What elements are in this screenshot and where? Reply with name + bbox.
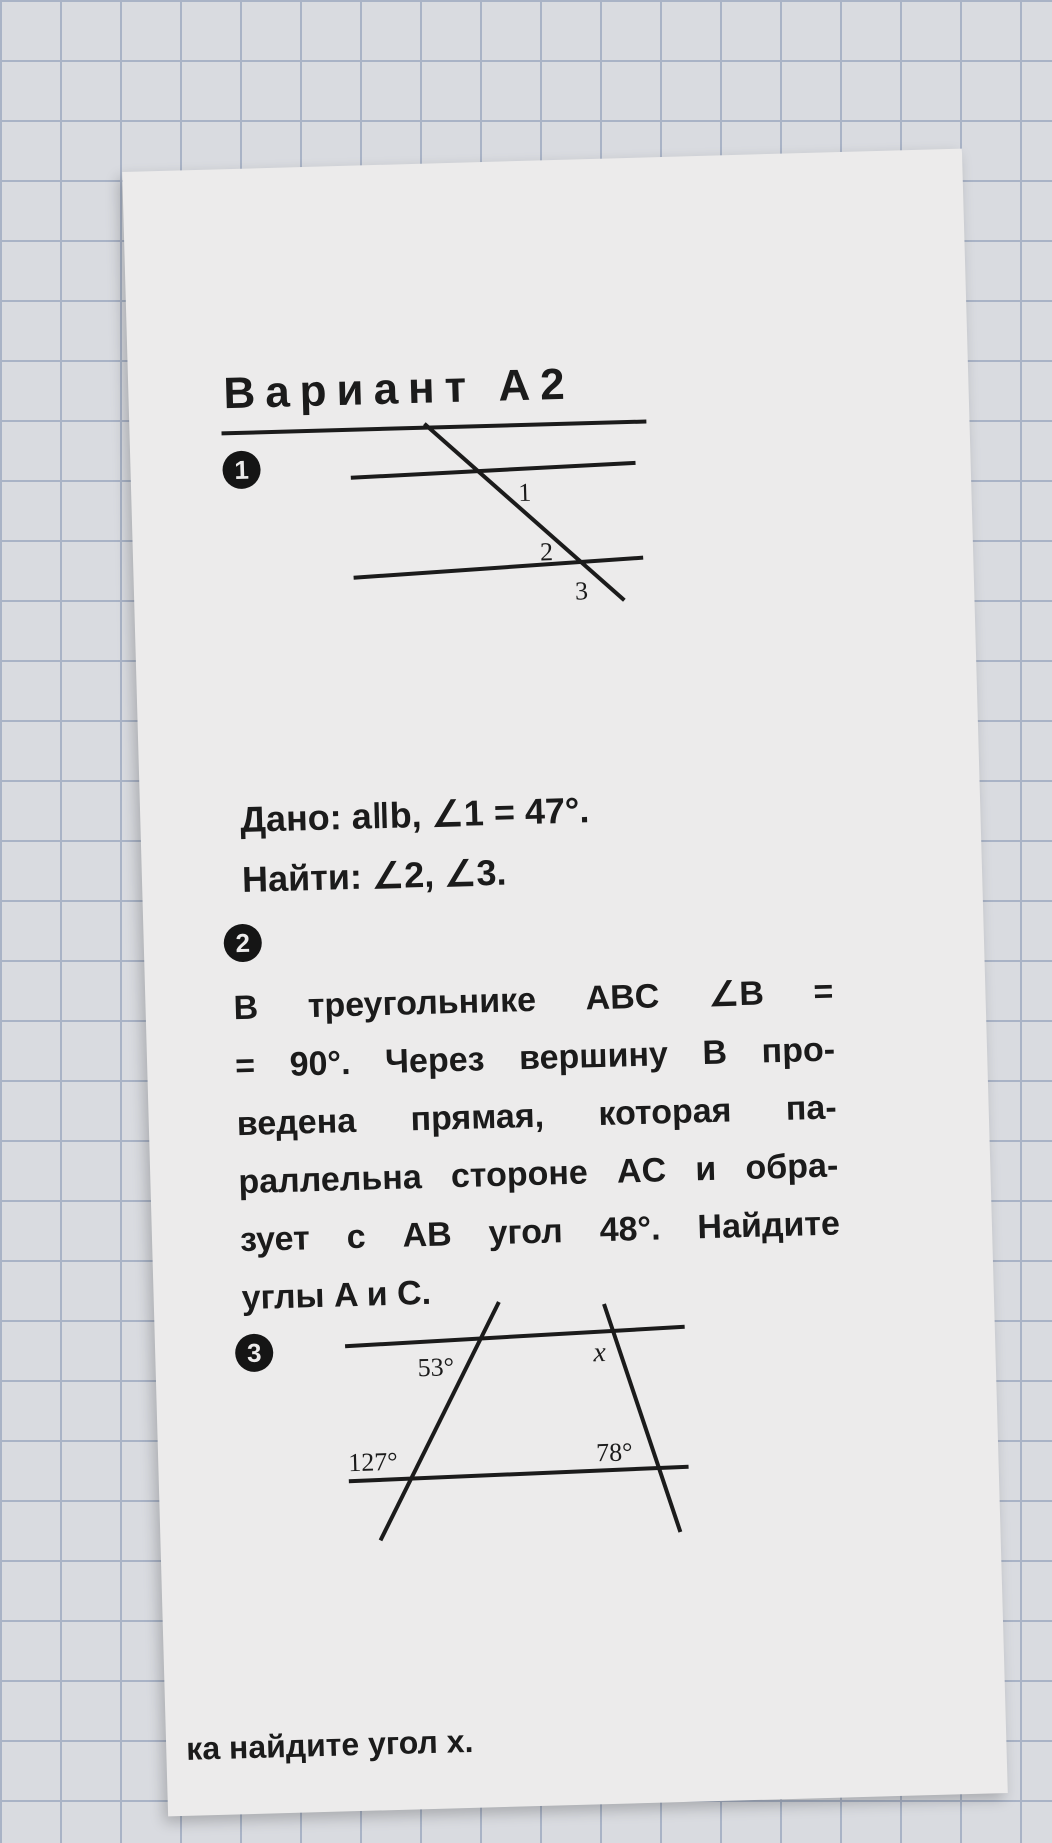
line-a (351, 463, 636, 478)
top-line (345, 1327, 685, 1346)
problem-1-find: Найти: ∠2, ∠3. (241, 851, 507, 900)
problem-1-figure (344, 417, 670, 646)
footer-text: ка найдите угол x. (185, 1722, 474, 1767)
problem-1-given: Дано: a‖b, ∠1 = 47°. (239, 789, 590, 840)
problem-2-line: углы A и C. (241, 1273, 432, 1318)
angle-label-127: 127° (347, 1446, 399, 1478)
angle-label-1: 1 (517, 477, 532, 508)
problem-2-line: ведена прямая, которая па- (236, 1088, 838, 1144)
problem-3-figure (344, 1296, 711, 1556)
problem-2-number: 2 (223, 923, 262, 962)
angle-label-x: x (592, 1337, 607, 1369)
problem-2-line: зует с AB угол 48°. Найдите (239, 1204, 841, 1260)
angle-label-3: 3 (574, 576, 589, 606)
problem-3-number: 3 (235, 1333, 274, 1372)
problem-2-line: раллельна стороне AC и обра- (237, 1146, 839, 1202)
angle-label-53: 53° (417, 1352, 455, 1383)
angle-label-78: 78° (595, 1437, 633, 1468)
problem-2-line: = 90°. Через вершину B про- (234, 1030, 836, 1086)
right-transversal (604, 1302, 680, 1534)
angle-label-2: 2 (539, 537, 554, 567)
line-b (353, 558, 643, 578)
variant-title: Вариант А2 (222, 359, 576, 419)
transversal (424, 418, 624, 605)
problem-2-line: В треугольнике ABC ∠B = (233, 972, 834, 1028)
bottom-line (349, 1467, 689, 1481)
problem-1-number: 1 (222, 450, 261, 489)
worksheet-paper (122, 149, 1008, 1817)
problem-2-text (233, 963, 842, 1328)
